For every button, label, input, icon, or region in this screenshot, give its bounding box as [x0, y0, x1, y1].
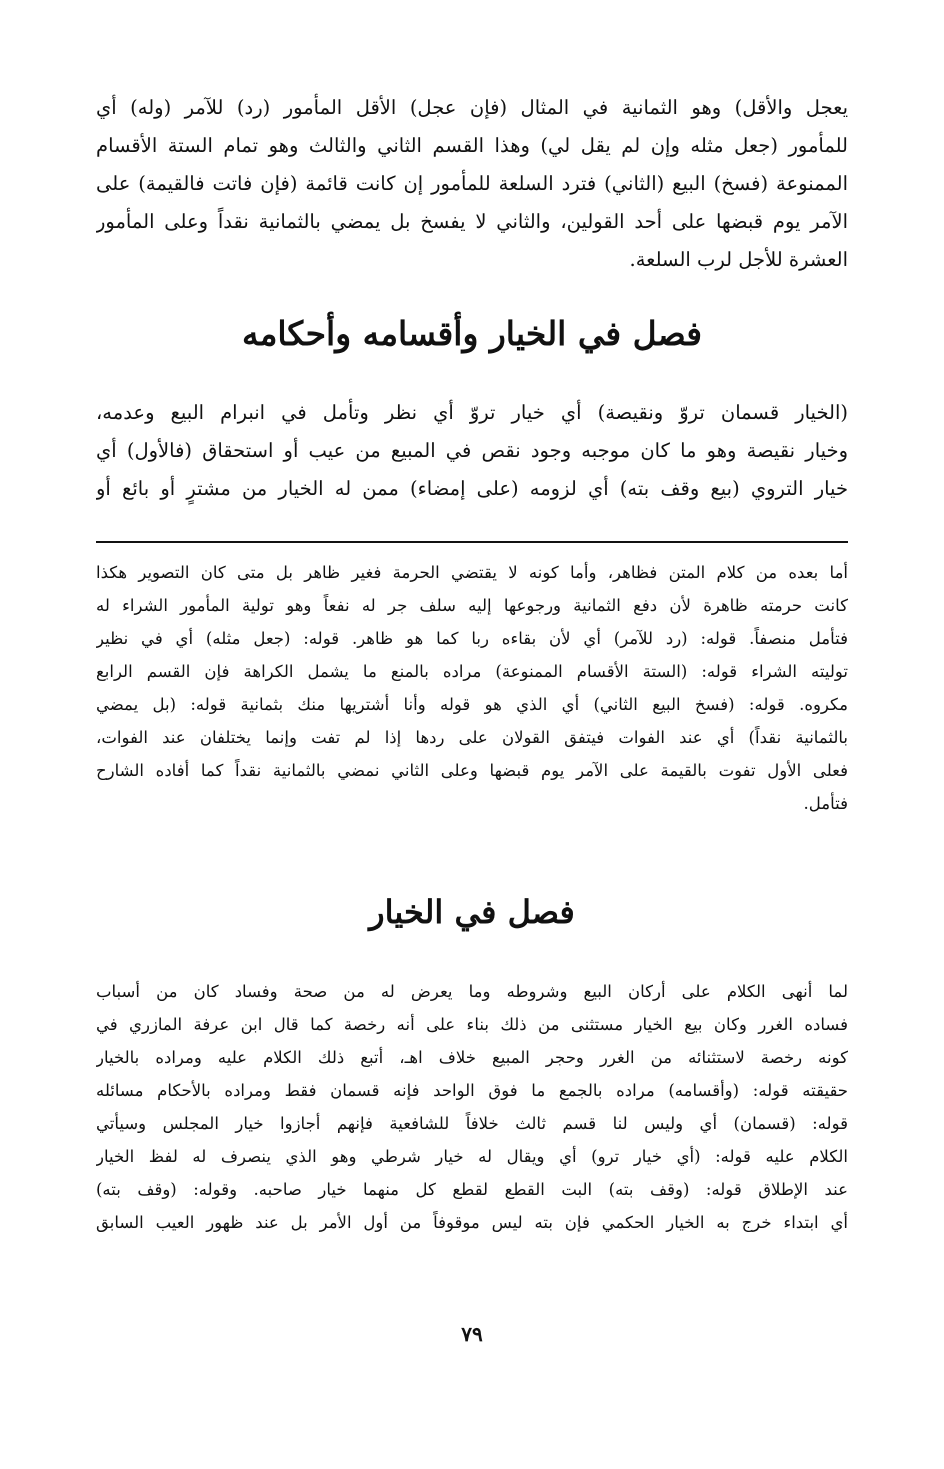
text-line: فتأمل منصفاً. قوله: (رد للآمر) أي لأن بقاءه ربا كما هو ظاهر. قوله: (جعل مثله) أي في نظير: [96, 629, 848, 648]
section-main-text: [96, 394, 848, 508]
text-line: قوله: (قسمان) أي وليس لنا قسم ثالث خلافاً للشافعية فإنهم أجازوا خيار المجلس وسيأتي: [96, 1114, 848, 1133]
commentary-heading: فصل في الخيار: [369, 893, 575, 931]
text-line: أي ابتداء خرج به الخيار الحكمي فإن بته ليس موقوفاً من أول الأمر بل عند ظهور العيب السابق: [96, 1213, 848, 1232]
text-line: فساده الغرر وكان بيع الخيار مستثنى من ذلك بناء على أنه رخصة كما قال ابن عرفة المازري في: [96, 1015, 848, 1034]
text-line: فتأمل.: [803, 794, 848, 813]
text-line: الكلام عليه قوله: (أي خيار ترو) أي ويقال له خيار شرطي وهو الذي ينصرف له لفظ الخيار: [96, 1147, 848, 1166]
section-heading: فصل في الخيار وأقسامه وأحكامه: [242, 314, 702, 353]
text-line: الممنوعة (فسخ) البيع (الثاني) فترد السلعة للمأمور إن كانت قائمة (فإن فاتت فالقيمة) على: [96, 172, 848, 195]
footnote-divider: [96, 541, 848, 543]
text-line: أما بعده من كلام المتن فظاهر، وأما كونه لا يقتضي الحرمة فغير ظاهر بل متى كان التصوير هكذا: [96, 563, 848, 582]
text-line: حقيقته قوله: (وأقسامه) مراده بالجمع ما فوق الواحد فإنه قسمان فقط ومراده بالأحكام مسائله: [96, 1081, 848, 1100]
text-line: فعلى الأول تفوت بالقيمة على الآمر يوم قبضها وعلى الثاني نمضي بالثمانية نقداً كما أفاده الشارح: [96, 761, 848, 780]
commentary-text: [96, 556, 848, 820]
text-line: وخيار نقيصة وهو ما كان موجبه وجود نقص في المبيع من عيب أو استحقاق (فالأول) أي: [96, 439, 848, 462]
text-line: بالثمانية نقداً) أي عند الفوات فيتفق القولان على ردها إذا لم تفت وإنما يختلفان عند الفوات،: [96, 728, 848, 747]
text-line: كونه رخصة لاستثنائه من الغرر وحجر المبيع خلاف اهـ، أتبع ذلك الكلام عليه ومراده بالخيار: [96, 1048, 848, 1067]
text-line: للمأمور (جعل مثله وإن لم يقل لي) وهذا القسم الثاني والثالث وهو تمام الستة الأقسام: [96, 134, 848, 157]
text-line: لما أنهى الكلام على أركان البيع وشروطه وما يعرض له من صحة وفساد كان من أسباب: [96, 982, 848, 1001]
top-main-text: [96, 89, 848, 279]
text-line: مكروه. قوله: (فسخ البيع الثاني) أي الذي هو قوله وأنا أشتريها منك بثمانية قوله: (بل يمضي: [96, 695, 848, 714]
text-line: خيار التروي (بيع وقف بته) أي لزومه (على إمضاء) ممن له الخيار من مشترٍ أو بائع أو: [96, 477, 848, 500]
text-line: يعجل والأقل) وهو الثمانية في المثال (فإن عجل) الأقل المأمور (رد) للآمر (وله) أي: [96, 96, 848, 119]
text-line: عند الإطلاق قوله: (وقف بته) البت القطع لقطع كل منهما خيار صاحبه. وقوله: (وقف بته): [96, 1180, 848, 1199]
page-number: ٧٩: [461, 1322, 483, 1346]
text-line: كانت حرمته ظاهرة لأن دفع الثمانية ورجوعها إليه سلف جر له نفعاً وهو تولية المأمور الشراء له: [96, 596, 848, 615]
text-line: العشرة للأجل لرب السلعة.: [629, 248, 848, 271]
text-line: (الخيار قسمان تروّ ونقيصة) أي خيار تروّ أي نظر وتأمل في انبرام البيع وعدمه،: [96, 401, 848, 424]
text-line: توليته الشراء قوله: (الستة الأقسام الممنوعة) مراده بالمنع ما يشمل الكراهة فإن القسم الرابع: [96, 662, 848, 681]
commentary-text-2: [96, 975, 848, 1239]
text-line: الآمر يوم قبضها على أحد القولين، والثاني لا يفسخ بل يمضي بالثمانية نقداً وعلى المأمور: [96, 210, 848, 233]
